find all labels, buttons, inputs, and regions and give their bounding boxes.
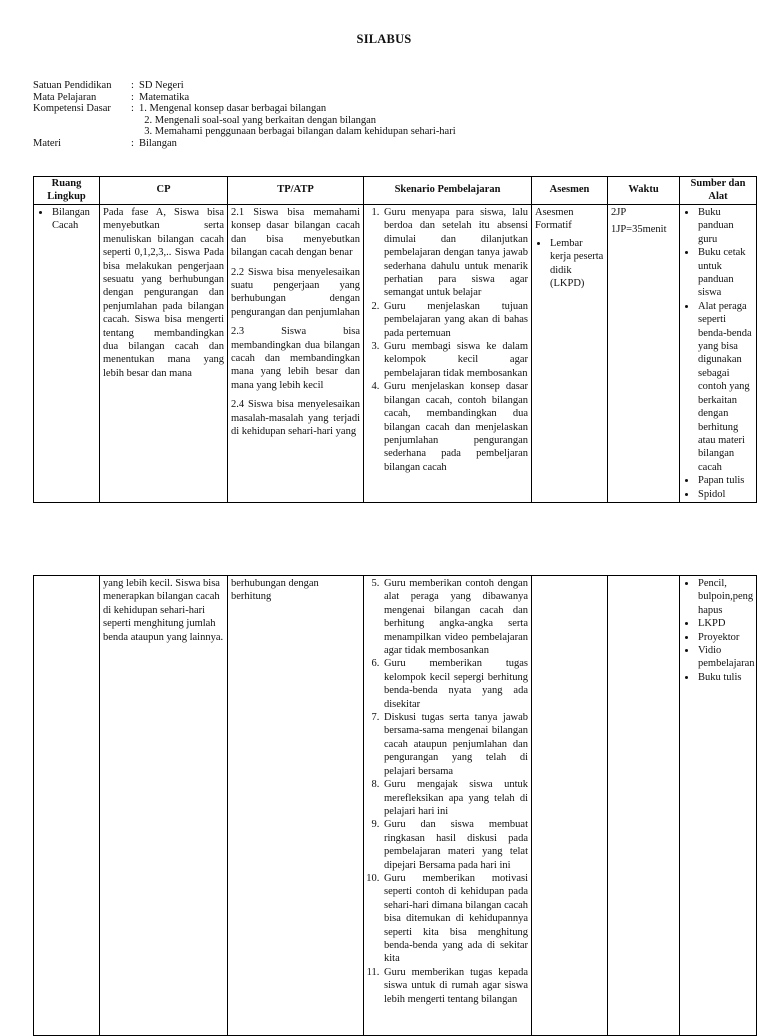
cell-cp: yang lebih kecil. Siswa bisa menerapkan bilangan cacah di kehidupan sehari-hari seperti menghitung jumlah benda ataupun yang lainnya. [100, 576, 228, 1036]
cell-cp: Pada fase A, Siswa bisa menyebutkan serta menuliskan bilangan cacah seperti 0,1,2,3,.. Siswa Pada bisa melakukan pengerjaan sesuatu yang berhubungan dengan pengurangan dan penjumlahan pada bilangan cacah. Siswa bisa mengerti tentang membandingkan dua bilangan cacah dan menentukan mana yang lebih besar dan mana [100, 205, 228, 503]
list-item: 3. Guru membagi siswa ke dalam kelompok kecil agar pembelajaran tidak membosankan [382, 340, 528, 380]
cell-sumber-alat [680, 205, 757, 503]
meta-row [33, 103, 456, 138]
header-sumber-alat: Sumber dan Alat [680, 177, 757, 205]
meta-row [33, 138, 456, 150]
cell-tp-atp: berhubungan dengan berhitung [228, 576, 364, 1036]
skenario-list [367, 206, 528, 474]
table-row [34, 205, 757, 503]
header-ruang-lingkup: Ruang Lingkup [34, 177, 100, 205]
list-item: • LKPD [697, 617, 753, 630]
sumber-list [683, 206, 753, 501]
table-row [34, 576, 757, 1036]
asesmen-list [535, 237, 604, 291]
meta-value-line: Matematika [139, 91, 190, 103]
cell-skenario [364, 205, 532, 503]
meta-separator: : [131, 91, 134, 103]
meta-value-line: 3. Memahami penggunaan berbagai bilangan dalam kehidupan sehari-hari [139, 126, 456, 138]
syllabus-meta [33, 80, 456, 150]
list-item: • Vidio pembelajaran [697, 644, 753, 671]
meta-value-line: SD Negeri [139, 80, 184, 91]
list-item: • Pencil, bulpoin,peng hapus [697, 577, 753, 617]
meta-value [139, 138, 177, 150]
list-item: • Bilangan Cacah [51, 206, 96, 233]
meta-row [33, 92, 456, 104]
cell-ruang-lingkup [34, 576, 100, 1036]
document-title: SILABUS [356, 32, 412, 46]
list-item: 6. Guru memberikan tugas kelompok kecil sepergi berhitung benda-benda nyata yang ada disekitar [382, 657, 528, 711]
meta-key: Satuan Pendidikan [33, 80, 112, 91]
waktu-item: 2JP [611, 207, 627, 218]
tp-item: 2.4 Siswa bisa menyelesaikan masalah-masalah yang terjadi di kehidupan sehari-hari yang [231, 399, 360, 438]
list-item: 4. Guru menjelaskan konsep dasar bilangan cacah, contoh bilangan cacah, membandingkan dua bilangan cacah dan menjelaskan penjumlahan pengurangan sederhana pada pembeljaran bilangan cacah [382, 380, 528, 474]
meta-separator: : [131, 137, 134, 149]
header-asesmen: Asesmen [532, 177, 608, 205]
meta-value-line: 1. Mengenal konsep dasar berbagai bilangan [139, 103, 327, 115]
header-skenario: Skenario Pembelajaran [364, 177, 532, 205]
meta-value [139, 92, 189, 104]
meta-row [33, 80, 456, 92]
list-item: 8. Guru mengajak siswa untuk merefleksikan apa yang telah di pelajari hari ini [382, 778, 528, 818]
list-item: 2. Guru menjelaskan tujuan pembelajaran yang akan di bahas pada pertemuan [382, 300, 528, 340]
cell-sumber-alat [680, 576, 757, 1036]
list-item: • Papan tulis [697, 474, 753, 487]
meta-key: Mata Pelajaran [33, 91, 97, 103]
list-item: • Alat peraga seperti benda-benda yang bisa digunakan sebagai contoh yang berkaitan dengan berhitung atau materi bilangan cacah [697, 300, 753, 474]
tp-item: 2.3 Siswa bisa membandingkan dua bilangan cacah dan membandingkan mana yang lebih besar dan mana yang lebih kecil [231, 326, 360, 391]
meta-separator: : [131, 103, 134, 115]
list-item: • Buku cetak untuk panduan siswa [697, 246, 753, 300]
meta-key: Materi [33, 137, 61, 149]
list-item: • Buku tulis [697, 671, 753, 684]
meta-value-line: 2. Mengenali soal-soal yang berkaitan dengan bilangan [139, 114, 377, 126]
waktu-item: 1JP=35menit [611, 224, 667, 236]
cell-ruang-lingkup [34, 205, 100, 503]
ruang-lingkup-list [37, 206, 96, 233]
list-item: • Proyektor [697, 631, 753, 644]
table-header-row [34, 177, 757, 205]
list-item: 1. Guru menyapa para siswa, lalu berdoa dan setelah itu absensi dimulai dan dilanjutkan pembelajaran dengan tanya jawab sederhana dahulu untuk menarik perhatian para siswa agar semangat untuk belajar [382, 206, 528, 300]
list-item: • Buku panduan guru [697, 206, 753, 246]
cell-waktu [608, 205, 680, 503]
cell-asesmen [532, 576, 608, 1036]
list-item: • Lembar kerja peserta didik (LKPD) [549, 237, 604, 291]
list-item: 7. Diskusi tugas serta tanya jawab bersama-sama mengenai bilangan cacah ataupun penjumlahan dan pengurangan yang telah di pelajari bersama [382, 711, 528, 778]
meta-separator: : [131, 80, 134, 91]
header-waktu: Waktu [608, 177, 680, 205]
tp-item: 2.1 Siswa bisa memahami konsep dasar bilangan cacah dan bisa menyebutkan bilangan cacah dengan benar [231, 207, 360, 259]
sumber-list [683, 577, 753, 684]
list-item: 11. Guru memberikan tugas kepada siswa untuk di rumah agar siswa lebih mengerti tentang bilangan [382, 966, 528, 1006]
list-item: 9. Guru dan siswa membuat ringkasan hasil diskusi pada pembelajaran materi yang telat dipejari Bersama pada hari ini [382, 818, 528, 872]
syllabus-table-page-2 [33, 575, 757, 1036]
meta-value [139, 80, 184, 92]
list-item: • Spidol [697, 488, 753, 501]
meta-value-line: Bilangan [139, 137, 177, 149]
cell-tp-atp [228, 205, 364, 503]
cell-waktu [608, 576, 680, 1036]
cell-asesmen [532, 205, 608, 503]
skenario-list [367, 577, 528, 1006]
syllabus-table-page-1 [33, 176, 757, 503]
header-cp: CP [100, 177, 228, 205]
meta-value [139, 103, 456, 138]
asesmen-title: Asesmen Formatif [535, 207, 574, 232]
header-tp-atp: TP/ATP [228, 177, 364, 205]
tp-item: 2.2 Siswa bisa menyelesaikan suatu pengerjaan yang berhubungan dengan pengurangan dan penjumlahan [231, 266, 360, 318]
meta-key: Kompetensi Dasar [33, 103, 111, 115]
cell-skenario [364, 576, 532, 1036]
list-item: 5. Guru memberikan contoh dengan alat peraga yang dibawanya mengenai bilangan cacah dan berhitung angka-angka serta menampilkan video pembelajaran agar tidak membosankan [382, 577, 528, 657]
list-item: 10. Guru memberikan motivasi seperti contoh di kehidupan pada sehari-hari dimana bilangan cacah bisa ditemukan di kehidupannya seperti kita bisa menghitung benda-benda yang ada di sekitar kita [382, 872, 528, 966]
